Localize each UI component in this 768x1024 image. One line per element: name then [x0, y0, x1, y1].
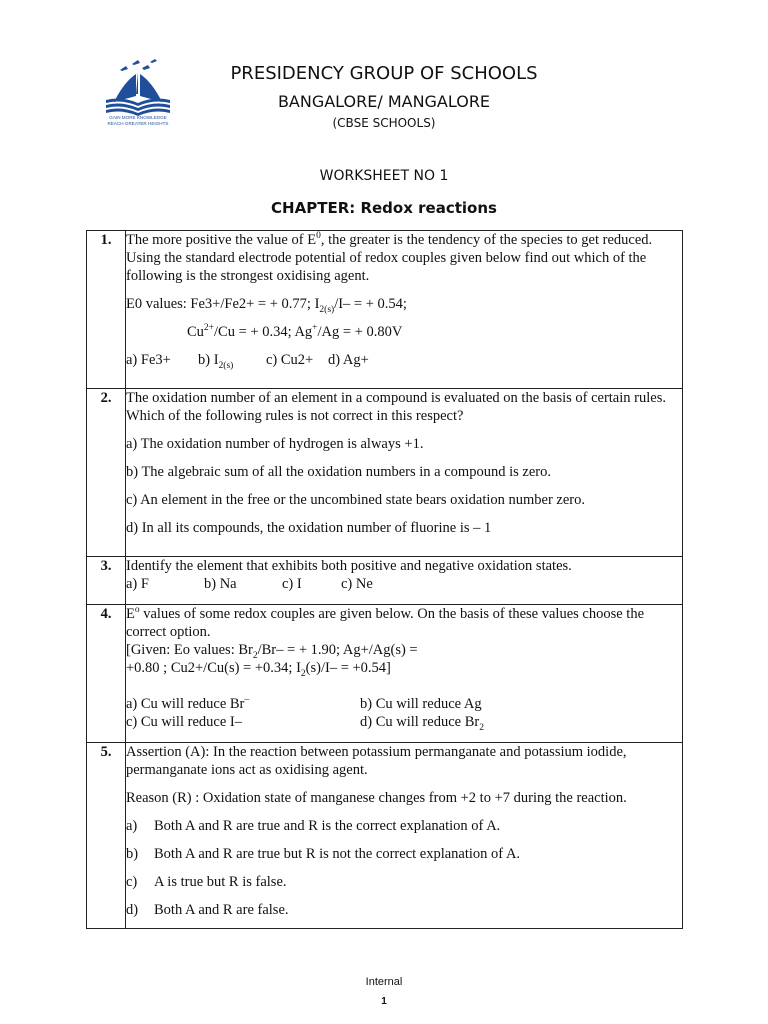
classification-label: Internal: [365, 976, 403, 988]
worksheet-title: WORKSHEET NO 1: [319, 168, 449, 184]
option-d: c) Ne: [341, 576, 373, 592]
question-text: Identify the element that exhibits both positive and negative oxidation states.: [126, 558, 572, 574]
question-row-1: [87, 231, 683, 389]
page-number: 1: [381, 996, 387, 1007]
electrode-values-line-2: $Cu^{2+}/Cu$ = + 0.34; Ag+/Ag = + 0.80V: [187, 323, 403, 340]
option-b: b) Both A and R are true but R is not the correct explanation of A.: [126, 846, 521, 862]
option-c: c) A is true but R is false.: [126, 874, 287, 890]
option-b: b) $I_{2(s)}$: [198, 352, 234, 371]
question-text: The more positive the value of $E^0$, the greater is the tendency of the species to get reduced. Using the standard electrode potential of redox couples given below find out which of the following is the strongest oxidising agent.: [126, 231, 653, 284]
question-number: 3.: [87, 557, 126, 605]
options-row-1: [126, 695, 682, 713]
option-a: a) Cu will reduce Br–: [126, 695, 250, 712]
option-c: c) Cu will reduce I–: [126, 714, 242, 730]
option-b: b) The algebraic sum of all the oxidation numbers in a compound is zero.: [126, 464, 551, 480]
question-body: [126, 231, 683, 389]
electrode-values-line-1: E0 values: Fe3+/Fe2+ = + 0.77; $I_{2(s)}/I-$ = + 0.54;: [126, 296, 407, 315]
options-row-2: [126, 713, 682, 731]
option-d: d) Both A and R are false.: [126, 902, 289, 918]
questions-table: [86, 230, 683, 929]
question-body: [126, 743, 683, 929]
option-a: a) Both A and R are true and R is the correct explanation of A.: [126, 818, 501, 834]
school-board: (CBSE SCHOOLS): [332, 116, 436, 130]
question-number: 2.: [87, 389, 126, 557]
question-number: 1.: [87, 231, 126, 389]
question-body: [126, 557, 683, 605]
given-values-line-2: +0.80 ; Cu2+/Cu(s) = +0.34; $I_2(s)/I- = +0.54$]: [126, 660, 391, 679]
school-location: BANGALORE/ MANGALORE: [277, 92, 491, 111]
question-options: [126, 575, 682, 593]
question-number: 5.: [87, 743, 126, 929]
option-d: d) Ag+: [328, 352, 369, 368]
question-body: [126, 605, 683, 743]
option-b: b) Na: [204, 576, 237, 592]
question-body: [126, 389, 683, 557]
option-c: c) An element in the free or the uncombined state bears oxidation number zero.: [126, 492, 586, 508]
option-a: a) F: [126, 576, 149, 592]
question-row-3: [87, 557, 683, 605]
question-row-5: [87, 743, 683, 929]
option-a: a) The oxidation number of hydrogen is always +1.: [126, 436, 424, 452]
reason-text: Reason (R) : Oxidation state of manganese changes from +2 to +7 during the reaction.: [126, 790, 627, 806]
question-options: [126, 351, 682, 369]
question-text: $E^o$ values of some redox couples are given below. On the basis of these values choose the correct option.: [126, 605, 645, 640]
given-values-line-1: [Given: Eo values: $Br_2/Br-$ = + 1.90; Ag+/Ag(s) =: [126, 642, 418, 661]
question-text: The oxidation number of an element in a compound is evaluated on the basis of certain rules. Which of the following rules is not correct in this respect?: [126, 390, 666, 424]
chapter-title: CHAPTER: Redox reactions: [271, 199, 497, 217]
option-b: b) Cu will reduce Ag: [360, 696, 482, 712]
assertion-text: Assertion (A): In the reaction between potassium permanganate and potassium iodide, permanganate ions act as oxidising agent.: [126, 744, 627, 778]
question-number: 4.: [87, 605, 126, 743]
logo-tagline-1: GAIN MORE KNOWLEDGE: [109, 115, 167, 120]
school-name: PRESIDENCY GROUP OF SCHOOLS: [230, 63, 538, 84]
option-a: a) Fe3+: [126, 352, 171, 368]
option-c: c) I: [282, 576, 302, 592]
option-d: d) Cu will reduce $Br_2$: [360, 714, 484, 733]
option-d: d) In all its compounds, the oxidation number of fluorine is – 1: [126, 520, 492, 536]
question-row-4: [87, 605, 683, 743]
logo-tagline-2: REACH GREATER HEIGHTS: [107, 121, 169, 126]
question-row-2: [87, 389, 683, 557]
option-c: c) Cu2+: [266, 352, 314, 368]
